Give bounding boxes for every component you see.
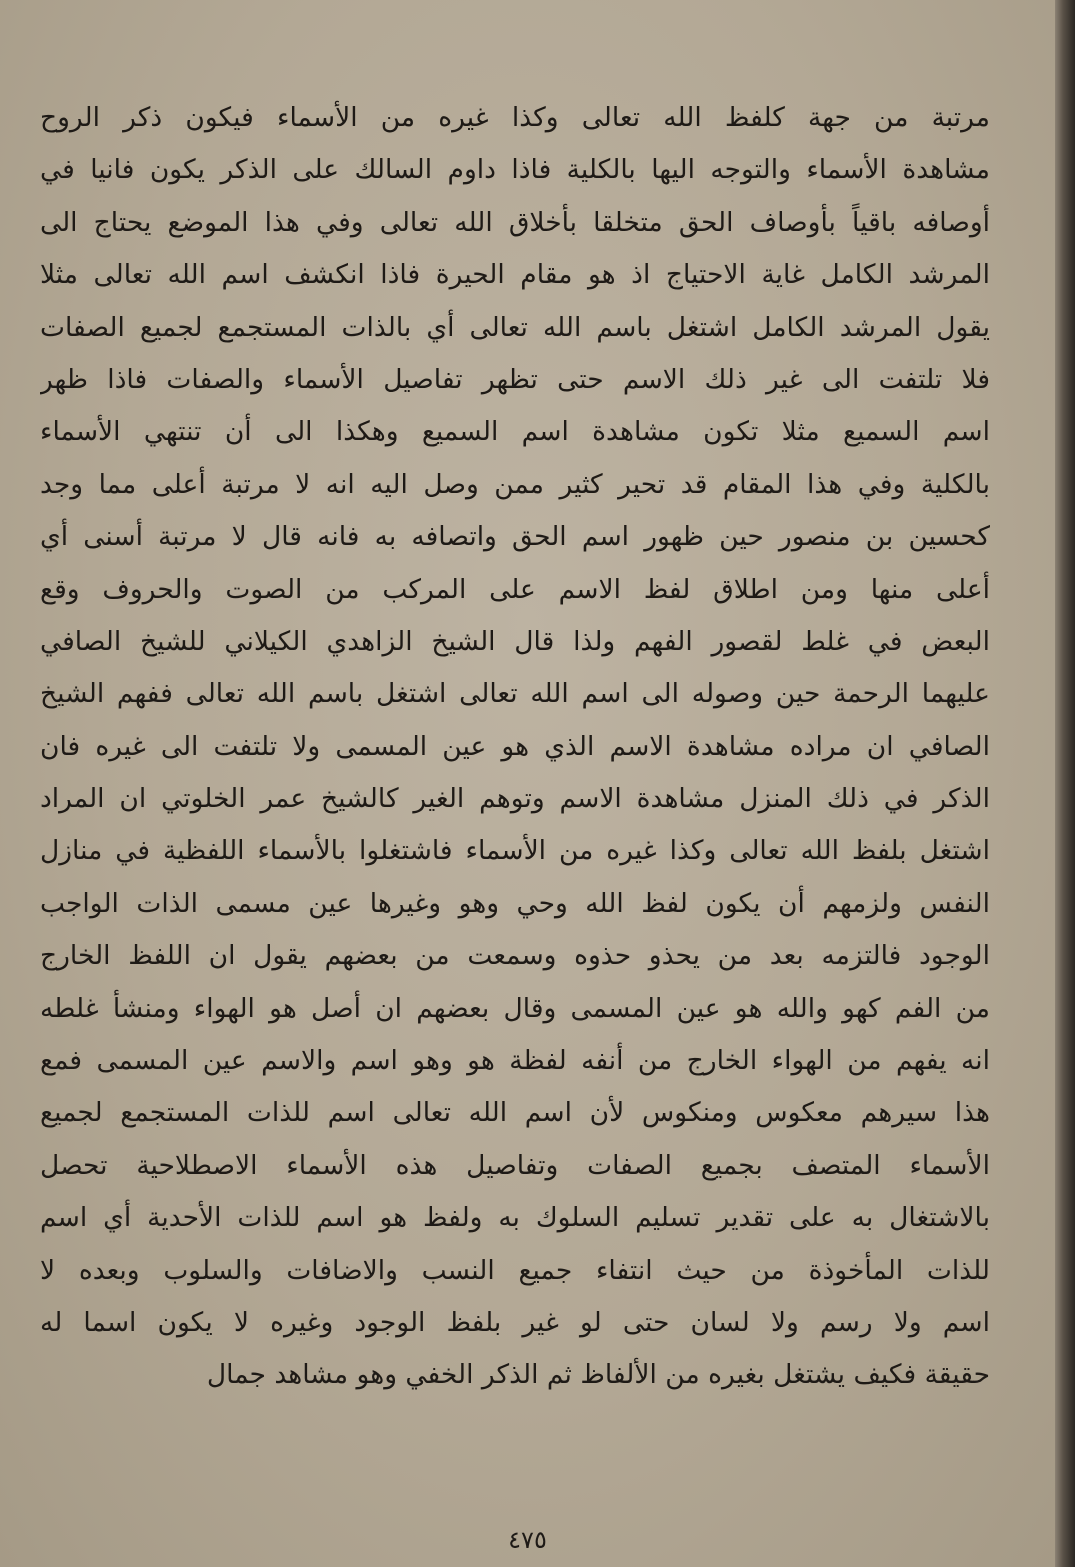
text-line: الذكر في ذلك المنزل مشاهدة الاسم وتوهم الغير كالشيخ عمر الخلوتي ان المراد [40, 783, 990, 815]
text-line: أعلى منها ومن اطلاق لفظ الاسم على المركب من الصوت والحروف وقع [40, 573, 990, 605]
text-line: هذا سيرهم معكوس ومنكوس لأن اسم الله تعالى اسم للذات المستجمع لجميع [40, 1097, 990, 1129]
text-line: النفس ولزمهم أن يكون لفظ الله وحي وهو وغيرها عين مسمى الذات الواجب [40, 887, 990, 919]
body-text [40, 92, 990, 1402]
text-line: بالاشتغال به على تقدير تسليم السلوك به ولفظ هو اسم للذات الأحدية أي اسم [40, 1202, 990, 1234]
text-line: البعض في غلط لقصور الفهم ولذا قال الشيخ الزاهدي الكيلاني للشيخ الصافي [40, 625, 990, 657]
page-number: ٤٧٥ [508, 1526, 547, 1554]
text-line: فلا تلتفت الى غير ذلك الاسم حتى تظهر تفاصيل الأسماء والصفات فاذا ظهر [40, 363, 990, 395]
text-line: مرتبة من جهة كلفظ الله تعالى وكذا غيره من الأسماء فيكون ذكر الروح [40, 102, 990, 133]
text-line: انه يفهم من الهواء الخارج من أنفه لفظة هو وهو اسم والاسم عين المسمى فمع [40, 1045, 990, 1077]
text-line: أوصافه باقياً بأوصاف الحق متخلقا بأخلاق الله تعالى وفي هذا الموضع يحتاج الى [40, 206, 990, 238]
text-line: كحسين بن منصور حين ظهور اسم الحق واتصافه به فانه قال لا مرتبة أسنى أي [40, 521, 990, 553]
text-line: من الفم كهو والله هو عين المسمى وقال بعضهم ان أصل هو الهواء ومنشأ غلطه [40, 992, 990, 1024]
text-line: حقيقة فكيف يشتغل بغيره من الألفاظ ثم الذكر الخفي وهو مشاهد جمال [206, 1359, 990, 1391]
text-line: الصافي ان مراده مشاهدة الاسم الذي هو عين المسمى ولا تلتفت الى غيره فان [40, 730, 990, 762]
text-line: اشتغل بلفظ الله تعالى وكذا غيره من الأسماء فاشتغلوا بالأسماء اللفظية في منازل [40, 835, 990, 867]
text-line: اسم ولا رسم ولا لسان حتى لو غير بلفظ الوجود وغيره لا يكون اسما له [40, 1306, 990, 1338]
text-line: اسم السميع مثلا تكون مشاهدة اسم السميع وهكذا الى أن تنتهي الأسماء [40, 416, 990, 448]
text-line: عليهما الرحمة حين وصوله الى اسم الله تعالى اشتغل باسم الله تعالى ففهم الشيخ [40, 678, 990, 710]
text-line: الوجود فالتزمه بعد من يحذو حذوه وسمعت من بعضهم يقول ان اللفظ الخارج [40, 940, 990, 972]
text-line: الأسماء المتصف بجميع الصفات وتفاصيل هذه الأسماء الاصطلاحية تحصل [40, 1149, 990, 1181]
text-line: بالكلية وفي هذا المقام قد تحير كثير ممن وصل اليه انه لا مرتبة أعلى مما وجد [40, 468, 990, 500]
text-line: للذات المأخوذة من حيث انتفاء جميع النسب والاضافات والسلوب وبعده لا [40, 1254, 990, 1286]
book-spine-shadow [1055, 0, 1075, 1567]
text-line: مشاهدة الأسماء والتوجه اليها بالكلية فاذا داوم السالك على الذكر يكون فانيا في [40, 154, 990, 186]
text-line: المرشد الكامل غاية الاحتياج اذ هو مقام الحيرة فاذا انكشف اسم الله تعالى مثلا [40, 259, 990, 291]
text-line: يقول المرشد الكامل اشتغل باسم الله تعالى أي بالذات المستجمع لجميع الصفات [40, 311, 990, 343]
